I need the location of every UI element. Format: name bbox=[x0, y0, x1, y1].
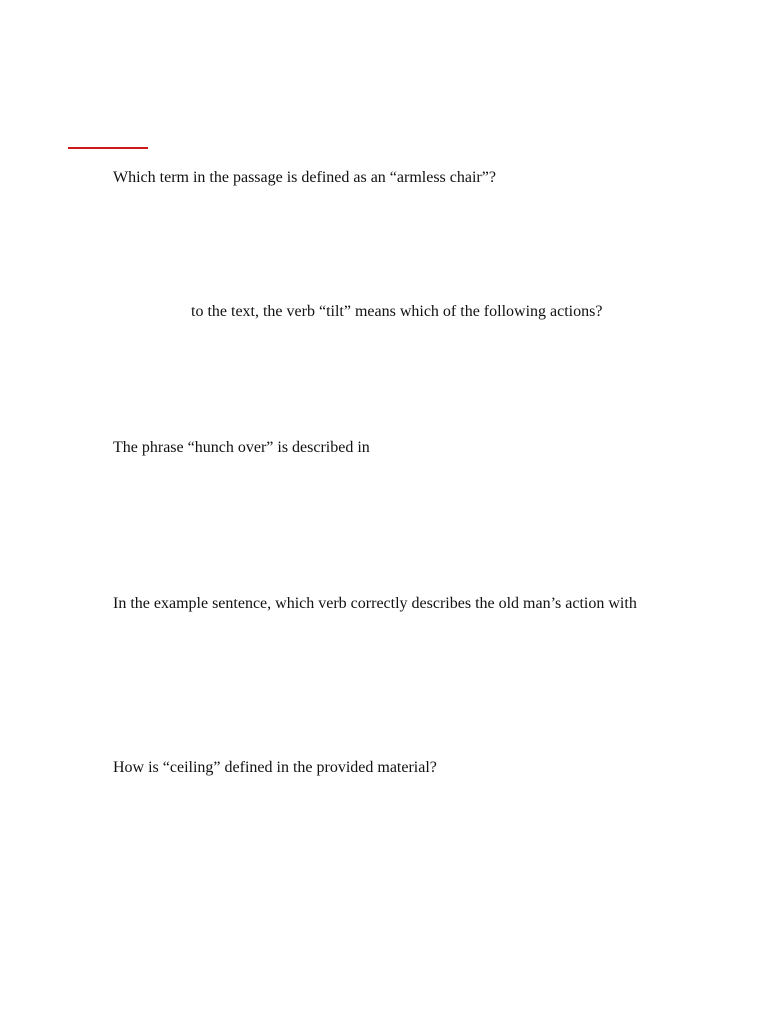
question-5: How is “ceiling” defined in the provided material? bbox=[113, 759, 437, 776]
question-1: Which term in the passage is defined as an “armless chair”? bbox=[113, 169, 496, 186]
red-rule-divider bbox=[68, 147, 148, 149]
question-4: In the example sentence, which verb correctly describes the old man’s action with bbox=[113, 595, 637, 612]
question-3: The phrase “hunch over” is described in bbox=[113, 439, 370, 456]
question-2: to the text, the verb “tilt” means which of the following actions? bbox=[191, 303, 603, 320]
